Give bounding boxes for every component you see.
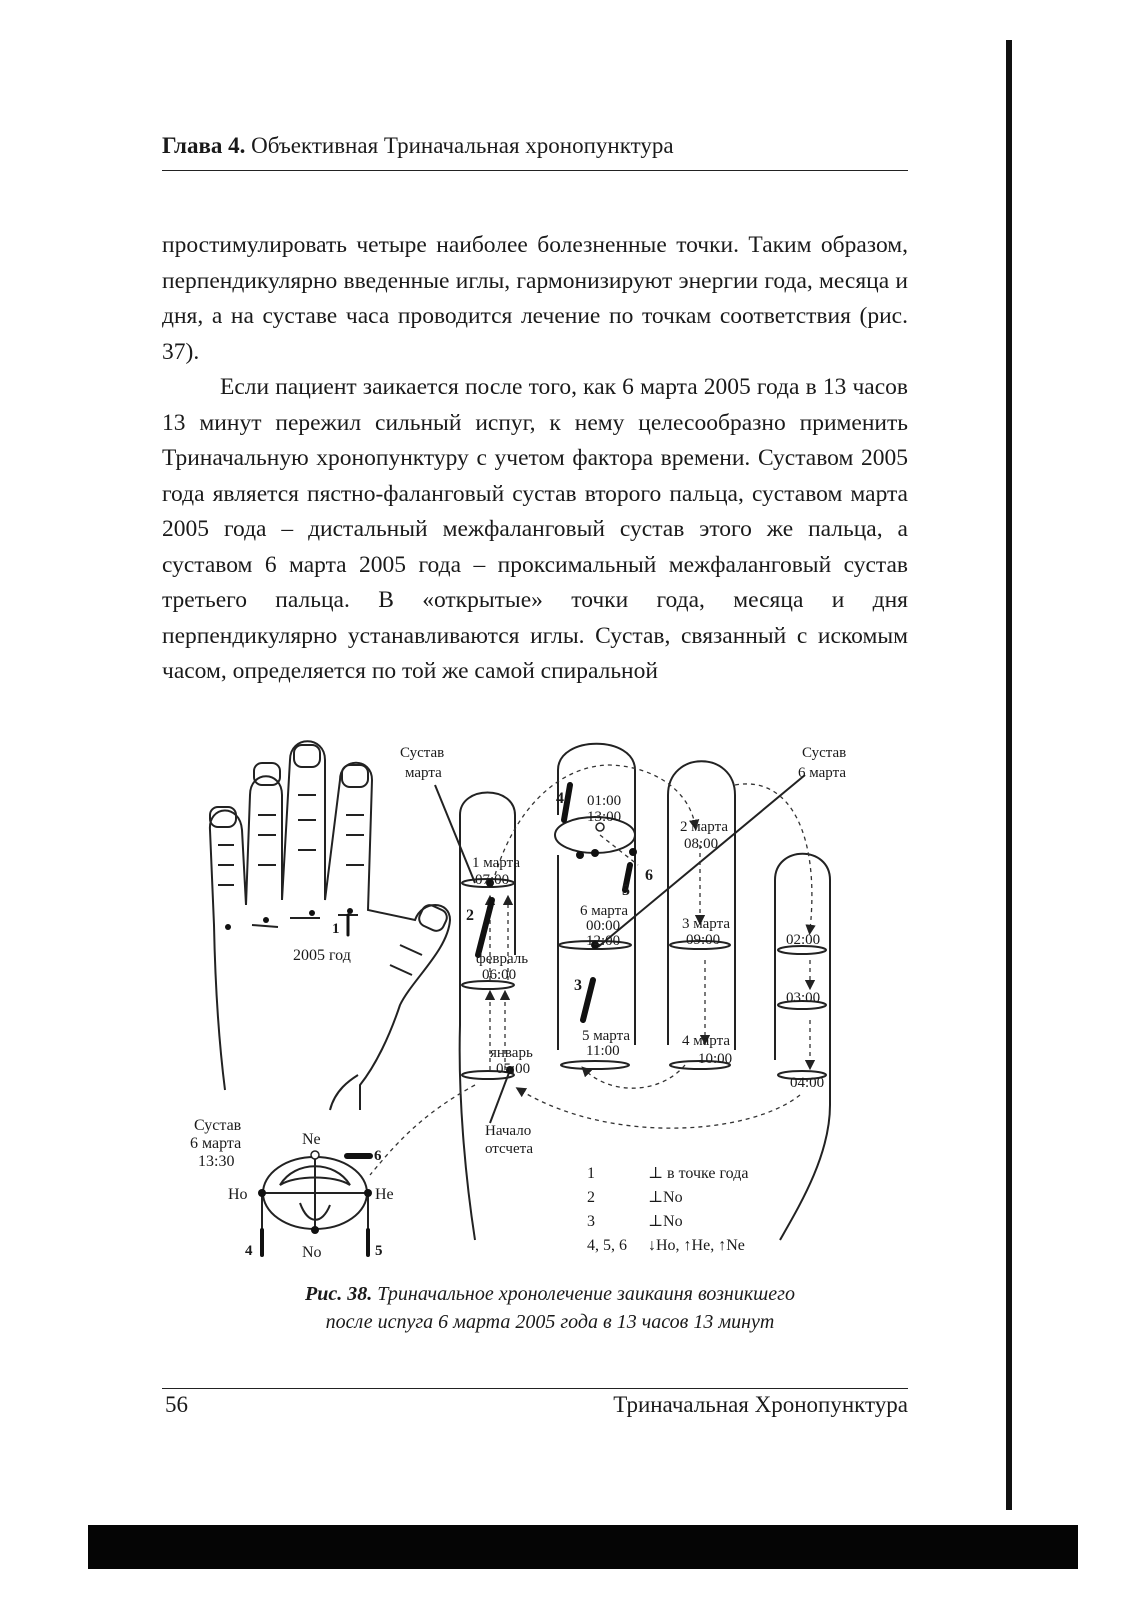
time-0700: 07:00 xyxy=(475,872,510,888)
legend-num-4: 4, 5, 6 xyxy=(587,1237,627,1254)
label-ne: Ne xyxy=(302,1131,321,1148)
date-4-march: 4 марта xyxy=(682,1033,730,1049)
joint-title-2: 6 марта xyxy=(190,1135,242,1152)
running-header xyxy=(162,133,908,159)
time-0600: 06:00 xyxy=(482,967,517,983)
legend-text-4: ↓Ho, ↑He, ↑Ne xyxy=(648,1237,745,1254)
month-january: январь xyxy=(490,1045,533,1061)
legend-text-3: ⊥No xyxy=(648,1213,683,1230)
legend-num-3: 3 xyxy=(587,1213,595,1230)
date-2-march: 2 марта xyxy=(680,819,728,835)
month-february: февраль xyxy=(476,951,529,967)
chapter-label: Глава 4. xyxy=(162,133,246,158)
time-1000: 10:00 xyxy=(698,1051,733,1067)
time-0900: 09:00 xyxy=(686,932,721,948)
time-1300: 13:00 xyxy=(587,809,622,825)
joint-n6: 6 xyxy=(374,1148,382,1164)
time-0200: 02:00 xyxy=(786,932,821,948)
figure-38 xyxy=(190,735,910,1275)
page-number: 56 xyxy=(165,1392,188,1417)
chapter-title: Объективная Триначальная хронопунктура xyxy=(251,133,674,158)
caption-line-1: Триначальное хронолечение заикаиня возникшего xyxy=(377,1283,795,1305)
date-1-march: 1 марта xyxy=(472,855,520,871)
right-hand-outline xyxy=(460,744,830,1240)
paragraph-1: простимулировать четыре наиболее болезненные точки. Таким образом, перпендикулярно введенные иглы, гармонизируют энергии года, месяца и дня, а на суставе часа проводится лечение по точкам соответствия (рис. 37). xyxy=(162,232,908,365)
label-no: No xyxy=(302,1244,322,1261)
time-0100: 01:00 xyxy=(587,793,622,809)
paragraph-2: Если пациент заикается после того, как 6 марта 2005 года в 13 часов 13 минут пережил сильный испуг, к нему целесообразно применить Триначальную хронопунктуру с учетом фактора времени. Суставом 2005 года является пястно-фаланговый сустав второго пальца, суставом марта 2005 года – дистальный межфаланговый сустав этого же пальца, а суставом 6 марта 2005 года – проксимальный межфаланговый сустав третьего пальца. В «открытые» точки года, месяца и дня перпендикулярно устанавливаются иглы. Сустав, связанный с искомым часом, определяется по той же самой спиральной xyxy=(162,374,908,684)
time-1200: 12:00 xyxy=(586,933,621,949)
year-label: 2005 год xyxy=(293,947,351,964)
time-0000: 00:00 xyxy=(586,918,621,934)
date-5-march: 5 марта xyxy=(582,1028,630,1044)
time-0300: 03:00 xyxy=(786,990,821,1006)
label-sustav-marta-1: Сустав xyxy=(400,745,445,761)
header-rule xyxy=(162,170,908,171)
joint-n5: 5 xyxy=(375,1243,383,1259)
joint-title-1: Сустав xyxy=(194,1117,242,1134)
label-start-1: Начало xyxy=(485,1123,532,1139)
label-start-2: отсчета xyxy=(485,1141,533,1157)
legend-num-1: 1 xyxy=(587,1165,595,1182)
time-0400: 04:00 xyxy=(790,1075,825,1091)
date-6-march: 6 марта xyxy=(580,903,628,919)
joint-diagram xyxy=(262,1155,368,1255)
needle-label-2: 2 xyxy=(466,907,474,924)
body-text xyxy=(162,228,908,690)
nail-4 xyxy=(342,765,368,787)
running-footer-title: Триначальная Хронопунктура xyxy=(613,1392,908,1417)
label-ho: Ho xyxy=(228,1186,248,1203)
scan-bottom-edge xyxy=(88,1525,1078,1569)
page-spine-shadow xyxy=(1006,40,1012,1510)
legend-text-2: ⊥No xyxy=(648,1189,683,1206)
label-sustav-6marta-2: 6 марта xyxy=(798,765,846,781)
needle-label-3: 3 xyxy=(574,977,582,994)
label-he: He xyxy=(375,1186,394,1203)
caption-label: Рис. 38. xyxy=(305,1283,373,1305)
left-hand-outline xyxy=(210,741,450,1110)
footer-rule xyxy=(162,1388,908,1389)
date-3-march: 3 марта xyxy=(682,916,730,932)
legend-num-2: 2 xyxy=(587,1189,595,1206)
legend-text-1: ⊥ в точке года xyxy=(648,1165,749,1182)
label-sustav-marta-2: марта xyxy=(405,765,442,781)
label-sustav-6marta-1: Сустав xyxy=(802,745,847,761)
time-0800: 08:00 xyxy=(684,836,719,852)
marker-1: 1 xyxy=(332,921,340,937)
time-0500: 05:00 xyxy=(496,1061,531,1077)
needle-3 xyxy=(583,980,593,1020)
caption-line-2: после испуга 6 марта 2005 года в 13 часов 13 минут xyxy=(325,1311,775,1333)
legend xyxy=(587,1165,748,1254)
needle-4 xyxy=(564,785,570,820)
nail-3 xyxy=(294,745,320,767)
nail-2 xyxy=(254,763,280,785)
needle-label-4: 4 xyxy=(556,790,564,807)
needle-label-6: 6 xyxy=(645,867,653,884)
joint-n4: 4 xyxy=(245,1243,253,1259)
time-1100: 11:00 xyxy=(586,1043,620,1059)
needle-label-5: 5 xyxy=(622,882,630,899)
joint-title-3: 13:30 xyxy=(198,1153,235,1170)
figure-caption xyxy=(190,1280,910,1336)
